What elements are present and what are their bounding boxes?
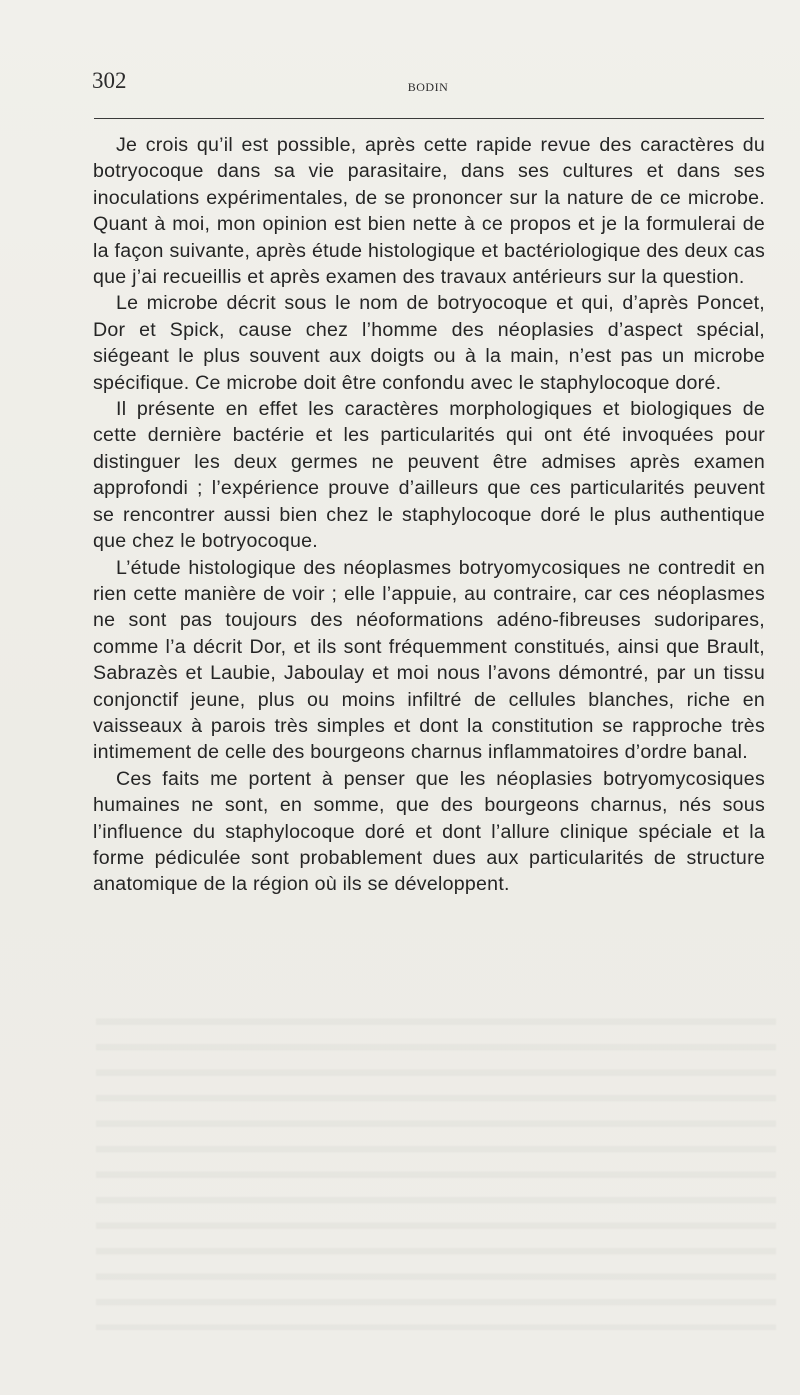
paragraph-5: Ces faits me portent à penser que les néoplasies botryomycosiques humaines ne sont, en somme, que des bourgeons charnus, nés sous l’influence du staphylocoque doré et dont l’allure clinique spéciale et la forme pédiculée sont probablement dues aux particularités de structure anatomique de la région où ils se développent. <box>93 767 765 896</box>
paragraph-1: Je crois qu’il est possible, après cette rapide revue des caractères du botryocoque dans sa vie parasitaire, dans ses cultures et dans ses inoculations expérimentales, de se prononcer sur la nature de ce microbe. Quant à moi, mon opinion est bien nette à ce propos et je la formulerai de la façon suivante, après étude histologique et bactériologique des deux cas que j’ai recueillis et après examen des travaux antérieurs sur la question. <box>93 134 765 289</box>
paragraph-4: L’étude histologique des néoplasmes botryomycosiques ne contredit en rien cette manière de voir ; elle l’appuie, au contraire, car ces néoplasmes ne sont pas toujours des néoformations adéno-fibreuses sudoripares, comme l’a décrit Dor, et ils sont fréquemment constitués, ainsi que Brault, Sabrazès et Laubie, Jaboulay et moi nous l’avons démontré, par un tissu conjonctif jeune, plus ou moins infiltré de cellules blanches, riche en vaisseaux à parois très simples et dont la constitution se rapproche très intimement de celle des bourgeons charnus inflammatoires d’ordre banal. <box>93 556 765 764</box>
header-rule <box>94 118 764 119</box>
paragraph-3: Il présente en effet les caractères morphologiques et biologiques de cette dernière bactérie et les particularités qui ont été invoquées pour distinguer les deux germes ne peuvent être admises après examen approfondi ; l’expérience prouve d’ailleurs que ces particularités peuvent se rencontrer aussi bien chez le staphylocoque doré le plus authentique que chez le botryocoque. <box>93 398 765 553</box>
paragraph-2: Le microbe décrit sous le nom de botryocoque et qui, d’après Poncet, Dor et Spick, cause chez l’homme des néoplasies d’aspect spécial, siégeant le plus souvent aux doigts ou à la main, n’est pas un microbe spécifique. Ce microbe doit être confondu avec le staphylocoque doré. <box>93 292 765 394</box>
running-head: BODIN <box>407 80 449 94</box>
body-text <box>93 132 765 898</box>
page-number: 302 <box>92 68 127 93</box>
show-through-text <box>96 1000 776 1330</box>
page-header <box>92 68 764 108</box>
